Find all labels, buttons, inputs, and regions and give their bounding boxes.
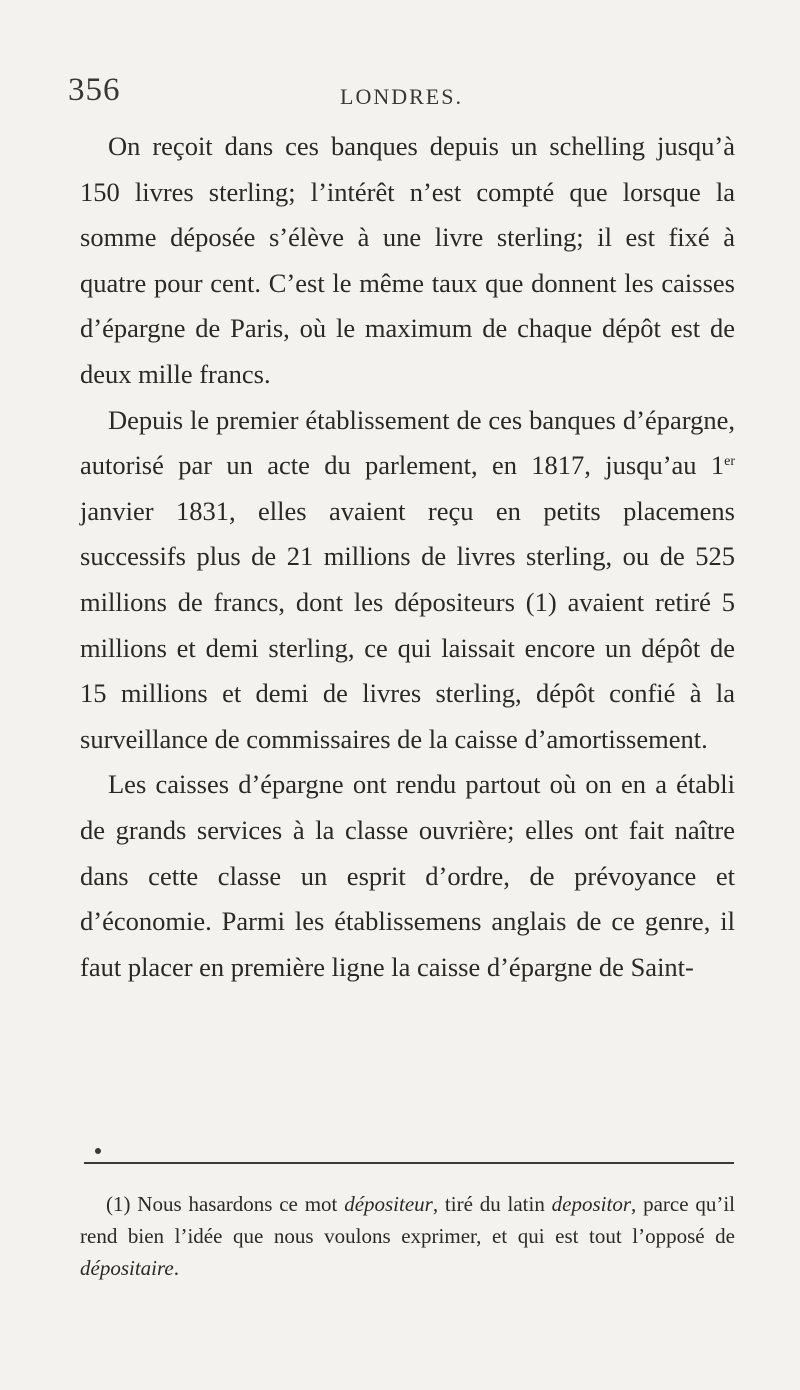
footnote-text-2: , tiré du latin [432,1192,552,1216]
footnote-divider [84,1162,734,1164]
superscript-er: er [724,454,735,470]
main-text [80,124,735,990]
footnote-italic-depositaire: dépositaire [80,1256,174,1280]
paragraph-1: On reçoit dans ces banques depuis un schelling jusqu’à 150 livres sterling; l’intérêt n’est compté que lorsque la somme déposée s’élève à une livre sterling; il est fixé à quatre pour cent. C’est le même taux que donnent les caisses d’épargne de Paris, où le maximum de chaque dépôt est de deux mille francs. [80,131,735,389]
footnote-italic-depositor: depositor [551,1192,631,1216]
paragraph-2-text-start: Depuis le premier établissement de ces banques d’épargne, autorisé par un acte du parlement, en 1817, jusqu’au 1 [80,404,735,481]
running-head: LONDRES. [340,84,463,109]
paragraph-3: Les caisses d’épargne ont rendu partout où on en a établi de grands services à la classe ouvrière; elles ont fait naître dans cette classe un esprit d’ordre, de prévoyance et d’économie. Parmi les établissemens anglais de ce genre, il faut placer en première ligne la caisse d’épargne de Saint- [80,769,735,982]
page-number: 356 [68,72,121,108]
footnote-text-4: . [173,1256,179,1280]
paragraph-2 [80,398,735,763]
footnote-text-3: , parce qu’il rend bien l’idée que nous voulons exprimer, et qui est tout l’opposé de [80,1192,735,1248]
footnote-italic-depositeur: dépositeur [344,1192,433,1216]
paragraph-2-text-end: janvier 1831, elles avaient reçu en petits placemens successifs plus de 21 millions de livres sterling, ou de 525 millions de francs, dont les dépositeurs (1) avaient retiré 5 millions et demi sterling, ce qui laissait encore un dépôt de 15 millions et demi de livres sterling, dépôt confié à la surveillance de commissaires de la caisse d’amortissement. [80,495,735,754]
footnote [80,1188,735,1284]
ink-speck [95,1148,101,1154]
footnote-text-1: (1) Nous hasardons ce mot [106,1192,345,1216]
